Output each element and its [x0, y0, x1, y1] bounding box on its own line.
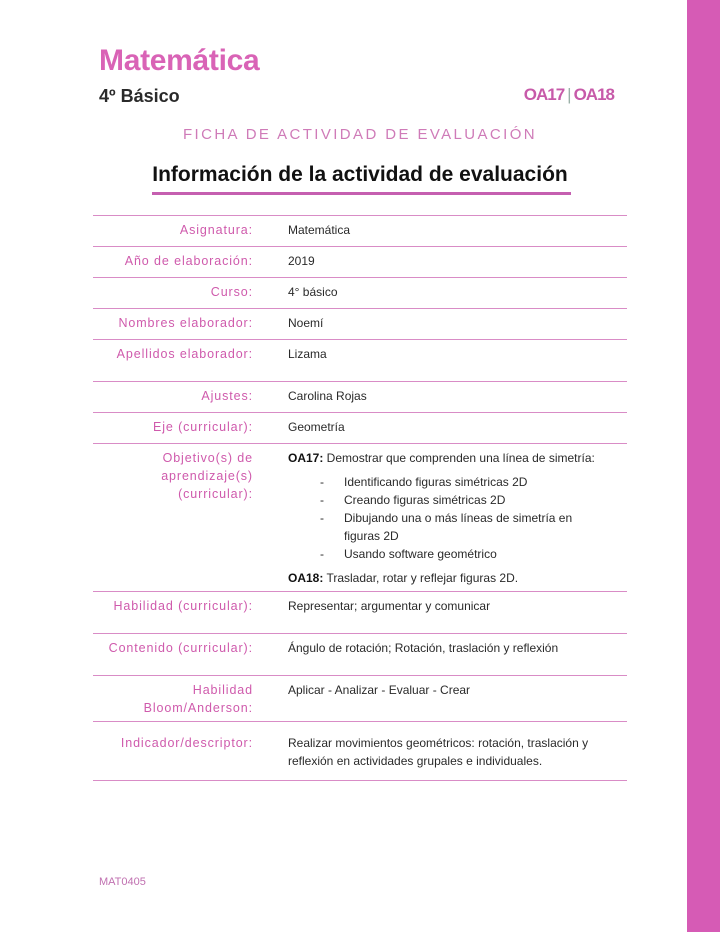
oa17-list [288, 473, 627, 563]
oa17-text: Demostrar que comprenden una línea de simetría: [323, 451, 595, 465]
row-value: Noemí [288, 316, 324, 330]
row-label: Apellidos elaborador: [116, 347, 253, 361]
info-table [93, 215, 627, 781]
row-label: Asignatura: [179, 223, 253, 237]
row-value-objetivos [264, 444, 627, 592]
row-label: Objetivo(s) de aprendizaje(s) (curricular): [161, 451, 253, 501]
grade-title: 4º Básico [99, 86, 180, 106]
row-value: Lizama [288, 347, 327, 361]
list-item: - Identificando figuras simétricas 2D [320, 475, 528, 489]
oa-codes [524, 85, 614, 105]
section-title: Información de la actividad de evaluación [152, 163, 568, 186]
dash-bullet-icon: - [320, 493, 324, 507]
table-row-habilidad [93, 592, 627, 634]
table-row-apellidos [93, 340, 627, 382]
row-label: Ajustes: [201, 389, 253, 403]
table-row-anio [93, 247, 627, 278]
row-value: Representar; argumentar y comunicar [288, 599, 491, 613]
dash-bullet-icon: - [320, 547, 324, 561]
title-underline [152, 192, 571, 195]
subject-title: Matemática [99, 44, 260, 77]
list-item: - Creando figuras simétricas 2D [320, 493, 506, 507]
row-value: 2019 [288, 254, 315, 268]
table-row-asignatura [93, 216, 627, 247]
table-row-bloom [93, 676, 627, 722]
table-row-objetivos [93, 444, 627, 592]
row-label: Indicador/descriptor: [120, 736, 253, 750]
dash-bullet-icon: - [320, 475, 324, 489]
table-row-indicador [93, 722, 627, 781]
row-value: Matemática [288, 223, 351, 237]
sheet-type-heading: FICHA DE ACTIVIDAD DE EVALUACIÓN [182, 126, 538, 143]
row-value: Geometría [288, 420, 345, 434]
dash-bullet-icon: - [320, 511, 324, 525]
oa-separator: | [567, 85, 571, 104]
row-value: Ángulo de rotación; Rotación, traslación y reflexión [288, 641, 559, 655]
list-item: - Dibujando una o más líneas de simetría en figuras 2D [320, 511, 573, 543]
oa18-text: Trasladar, rotar y reflejar figuras 2D. [323, 571, 519, 585]
list-item: - Usando software geométrico [320, 547, 497, 561]
oa-code-18: OA18 [573, 85, 614, 104]
oa-code-17: OA17 [523, 85, 565, 104]
row-label: Contenido (curricular): [108, 641, 253, 655]
row-label: Habilidad (curricular): [113, 599, 253, 613]
oa18-code: OA18: [288, 571, 324, 585]
oa17-code: OA17: [288, 451, 324, 465]
table-row-nombres [93, 309, 627, 340]
row-label: Nombres elaborador: [118, 316, 253, 330]
row-value: Carolina Rojas [288, 389, 367, 403]
oa18-statement [288, 569, 627, 587]
row-label: Eje (curricular): [152, 420, 253, 434]
table-row-contenido [93, 634, 627, 676]
table-row-curso [93, 278, 627, 309]
table-row-ajustes [93, 382, 627, 413]
row-value: 4° básico [288, 285, 338, 299]
row-label: Curso: [210, 285, 253, 299]
row-label: Habilidad Bloom/Anderson: [143, 683, 253, 715]
document-code: MAT0405 [99, 876, 146, 888]
table-row-eje [93, 413, 627, 444]
oa17-statement [288, 449, 627, 467]
row-value: Aplicar - Analizar - Evaluar - Crear [288, 683, 471, 697]
row-value: Realizar movimientos geométricos: rotación, traslación y reflexión en actividades grupales e individuales. [288, 736, 589, 768]
row-label: Año de elaboración: [124, 254, 253, 268]
